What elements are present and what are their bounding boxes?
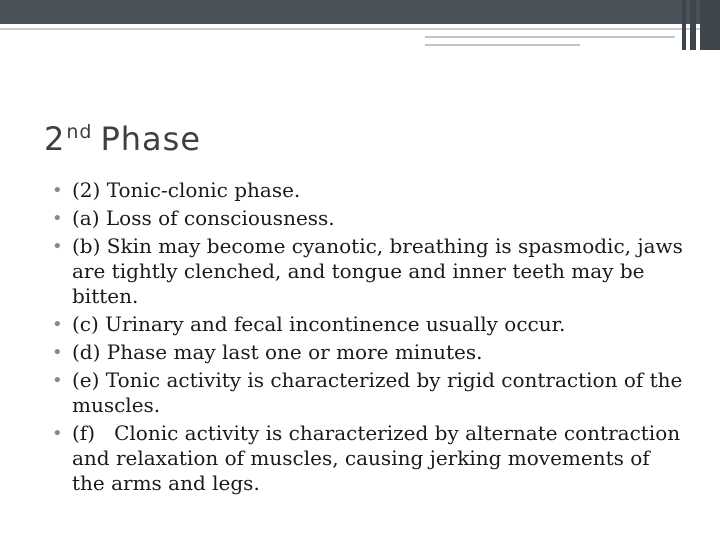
slide-title	[44, 112, 201, 159]
bullet-icon: •	[52, 208, 63, 229]
bullet-icon: •	[52, 236, 63, 257]
bullet-item	[48, 206, 688, 231]
corner-decorative-bar	[690, 0, 696, 50]
bullet-text: (2) Tonic-clonic phase.	[72, 178, 301, 202]
bullet-icon: •	[52, 180, 63, 201]
title-superscript: nd	[66, 121, 93, 143]
bullet-item	[48, 421, 688, 496]
bullet-text: (e) Tonic activity is characterized by rigid contraction of the muscles.	[72, 368, 683, 417]
bullet-item	[48, 340, 688, 365]
bullet-icon: •	[52, 342, 63, 363]
decorative-line	[425, 36, 675, 38]
corner-decorative-bar	[682, 0, 686, 50]
bullet-text: (c) Urinary and fecal incontinence usually occur.	[72, 312, 566, 336]
bullet-text: (b) Skin may become cyanotic, breathing is spasmodic, jaws are tightly clenched, and tongue and inner teeth may be bitten.	[72, 234, 683, 308]
bullet-item	[48, 234, 688, 309]
bullet-text: (f) Clonic activity is characterized by alternate contraction and relaxation of muscles, causing jerking movements of the arms and legs.	[72, 421, 687, 495]
top-decorative-line	[0, 28, 720, 30]
bullet-item	[48, 312, 688, 337]
bullet-item	[48, 178, 688, 203]
top-decorative-band	[0, 0, 720, 24]
bullet-icon: •	[52, 314, 63, 335]
bullet-text: (a) Loss of consciousness.	[72, 206, 335, 230]
bullet-list	[48, 178, 688, 499]
bullet-item	[48, 368, 688, 418]
bullet-icon: •	[52, 423, 63, 444]
bullet-icon: •	[52, 370, 63, 391]
decorative-line	[425, 44, 580, 46]
bullet-text: (d) Phase may last one or more minutes.	[72, 340, 483, 364]
title-prefix: 2	[44, 120, 66, 158]
title-text: Phase	[100, 120, 202, 158]
corner-decorative-bar	[700, 0, 720, 50]
